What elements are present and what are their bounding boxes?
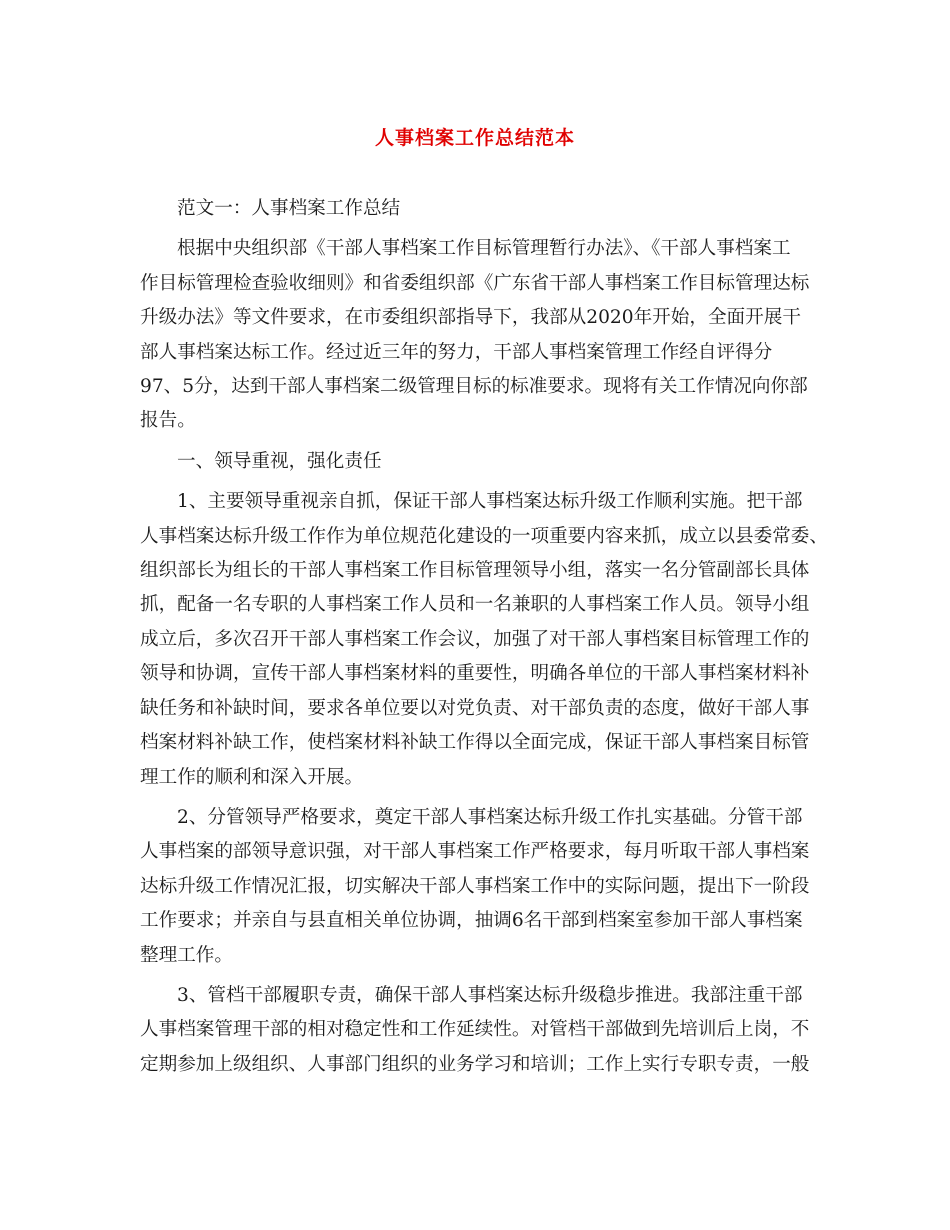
text-line: 97、5分，达到干部人事档案二级管理目标的标准要求。现将有关工作情况向你部 xyxy=(140,376,808,398)
text-line: 作目标管理检查验收细则》和省委组织部《广东省干部人事档案工作目标管理达标 xyxy=(140,272,810,294)
document-body xyxy=(140,192,828,1082)
text-line: 理工作的顺利和深入开展。 xyxy=(140,766,364,788)
text-line: 范文一：人事档案工作总结 xyxy=(177,198,401,219)
text-line: 定期参加上级组织、人事部门组织的业务学习和培训；工作上实行专职专责，一般 xyxy=(140,1053,810,1075)
text-line: 部人事档案达标工作。经过近三年的努力，干部人事档案管理工作经自评得分 xyxy=(140,341,773,363)
text-line: 组织部长为组长的干部人事档案工作目标管理领导小组，落实一名分管副部长具体 xyxy=(140,560,810,582)
text-line: 2、分管领导严格要求，奠定干部人事档案达标升级工作扎实基础。分管干部 xyxy=(177,806,803,828)
text-line: 1、主要领导重视亲自抓，保证干部人事档案达标升级工作顺利实施。把干部 xyxy=(177,491,803,513)
text-line: 报告。 xyxy=(140,410,196,432)
text-line: 领导和协调，宣传干部人事档案材料的重要性，明确各单位的干部人事档案材料补 xyxy=(140,663,810,685)
text-line: 升级办法》等文件要求，在市委组织部指导下，我部从2020年开始，全面开展干 xyxy=(140,307,801,329)
text-line: 整理工作。 xyxy=(140,944,233,966)
text-line: 缺任务和补缺时间，要求各单位要以对党负责、对干部负责的态度，做好干部人事 xyxy=(140,697,810,719)
text-line: 达标升级工作情况汇报，切实解决干部人事档案工作中的实际问题，提出下一阶段 xyxy=(140,875,810,897)
text-line: 工作要求；并亲自与县直相关单位协调，抽调6名干部到档案室参加干部人事档案 xyxy=(140,910,803,932)
text-line: 抓，配备一名专职的人事档案工作人员和一名兼职的人事档案工作人员。领导小组 xyxy=(140,594,810,616)
text-line: 成立后，多次召开干部人事档案工作会议，加强了对干部人事档案目标管理工作的 xyxy=(140,628,810,650)
text-line: 一、领导重视，强化责任 xyxy=(177,450,382,472)
text-line: 根据中央组织部《干部人事档案工作目标管理暂行办法》、《干部人事档案工 xyxy=(177,238,791,260)
text-line: 人事档案的部领导意识强，对干部人事档案工作严格要求，每月听取干部人事档案 xyxy=(140,841,810,863)
text-line: 3、管档干部履职专责，确保干部人事档案达标升级稳步推进。我部注重干部 xyxy=(177,984,803,1006)
text-line: 人事档案达标升级工作作为单位规范化建设的一项重要内容来抓，成立以县委常委、 xyxy=(140,525,828,547)
page-title: 人事档案工作总结范本 xyxy=(374,127,575,149)
text-line: 档案材料补缺工作，使档案材料补缺工作得以全面完成，保证干部人事档案目标管 xyxy=(140,732,810,754)
text-line: 人事档案管理干部的相对稳定性和工作延续性。对管档干部做到先培训后上岗，不 xyxy=(140,1019,810,1041)
